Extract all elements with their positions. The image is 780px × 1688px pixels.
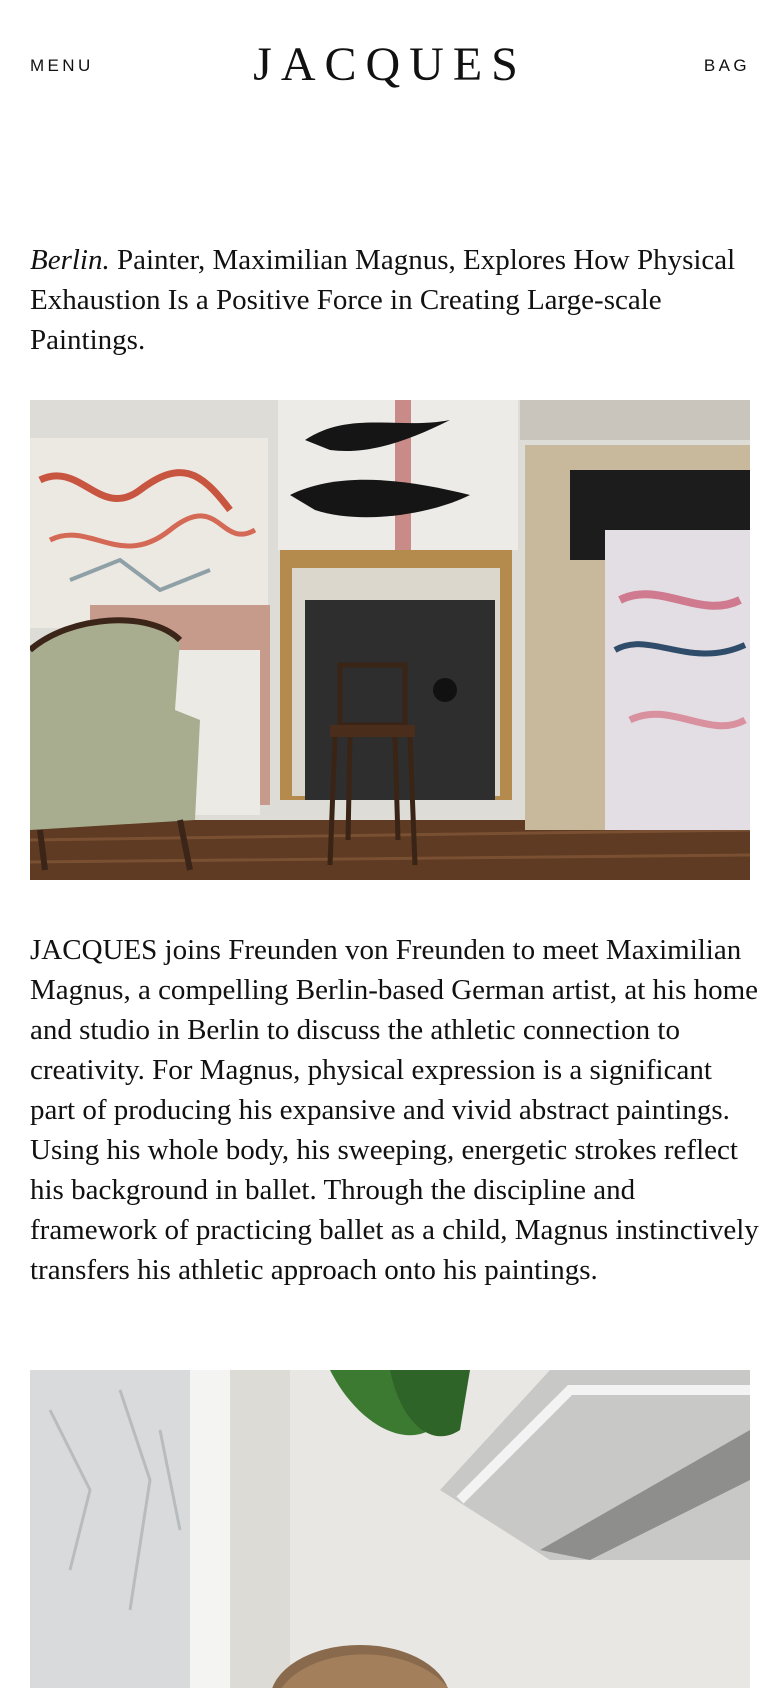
site-header [0,0,780,130]
bag-button[interactable]: BAG [703,56,750,75]
portrait-photo-illustration [30,1370,750,1688]
headline-text: Painter, Maximilian Magnus, Explores How Physical Exhaustion Is a Positive Force in Creating Large-scale Paintings. [30,244,736,356]
article-headline [30,240,750,360]
studio-photo [30,400,750,880]
brand-logo[interactable]: JACQUES [253,38,527,91]
headline-location: Berlin. [30,244,110,276]
article-body: JACQUES joins Freunden von Freunden to meet Maximilian Magnus, a compelling Berlin-based German artist, at his home and studio in Berlin to discuss the athletic connection to creativity. For Magnus, physical expression is a significant part of producing his expansive and vivid abstract paintings. Using his whole body, his sweeping, energetic strokes reflect his background in ballet. Through the discipline and framework of practicing ballet as a child, Magnus instinctively transfers his athletic approach onto his paintings. [30,934,759,1286]
studio-photo-illustration [30,400,750,880]
portrait-photo [30,1370,750,1688]
menu-button[interactable]: MENU [30,56,94,75]
